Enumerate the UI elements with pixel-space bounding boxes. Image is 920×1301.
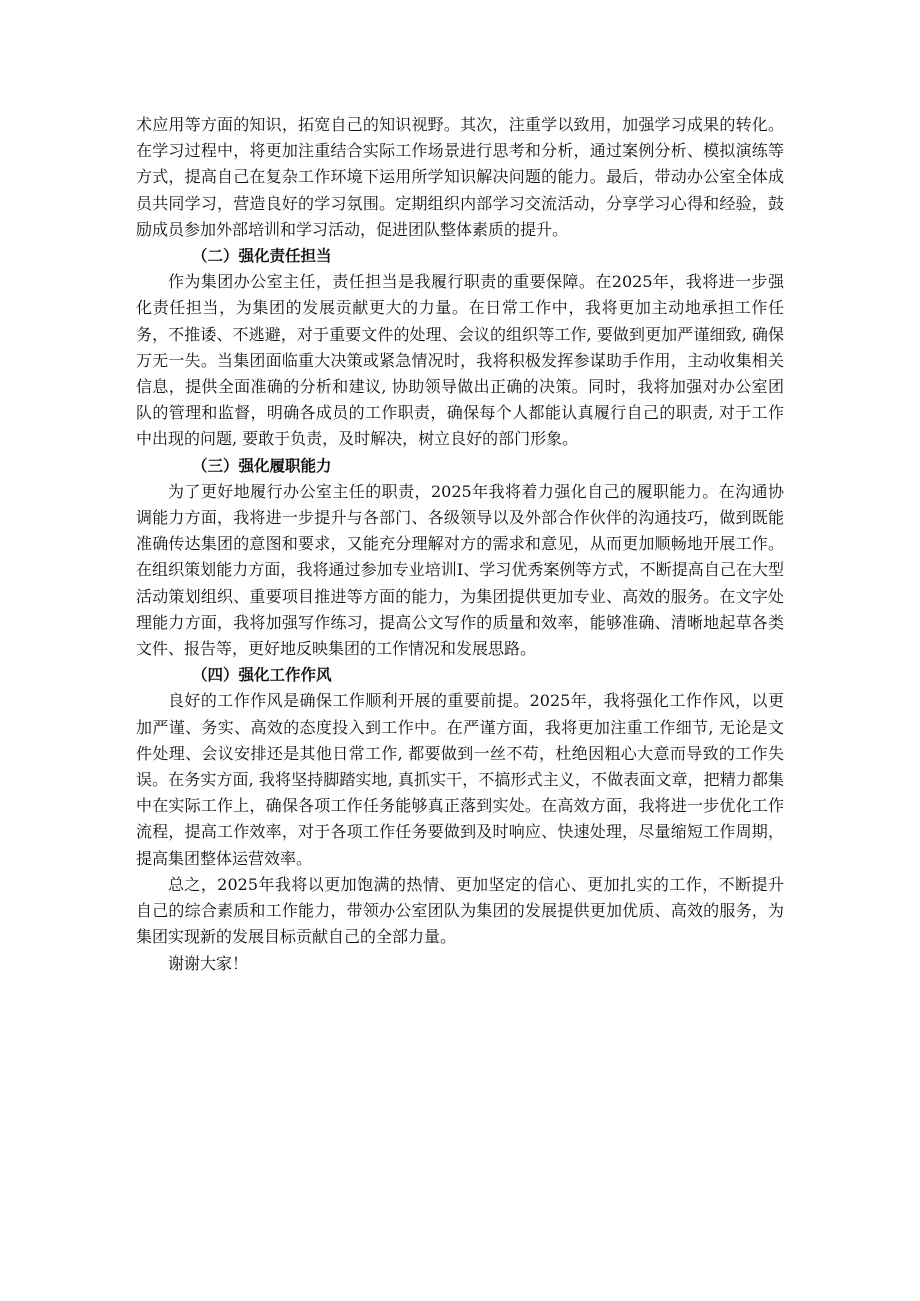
section-heading-work-style: （四）强化工作作风: [192, 666, 332, 685]
paragraph-learning-continued: 术应用等方面的知识，拓宽自己的知识视野。其次，注重学以致用，加强学习成果的转化。在学习过程中，将更加注重结合实际工作场景进行思考和分析，通过案例分析、模拟演练等方式，提高自己在复杂工作环境下运用所学知识解决问题的能力。最后，带动办公室全体成员共同学习，营造良好的学习氛围。定期组织内部学习交流活动，分享学习心得和经验，鼓励成员参加外部培训和学习活动，促进团队整体素质的提升。: [136, 115, 784, 239]
paragraph-responsibility: 作为集团办公室主任，责任担当是我履行职责的重要保障。在2025年，我将进一步强化责任担当，为集团的发展贡献更大的力量。在日常工作中，我将更加主动地承担工作任务，不推诿、不逃避，对于重要文件的处理、会议的组织等工作, 要做到更加严谨细致, 确保万无一失。当集团面临重大决策或紧急情况时，我将积极发挥参谋助手作用，主动收集相关信息，提供全面准确的分析和建议, 协助领导做出正确的决策。同时，我将加强对办公室团队的管理和监督，明确各成员的工作职责，确保每个人都能认真履行自己的职责, 对于工作中出现的问题, 要敢于负责，及时解决，树立良好的部门形象。: [136, 272, 784, 449]
paragraph-capability: 为了更好地履行办公室主任的职责，2025年我将着力强化自己的履职能力。在沟通协调能力方面，我将进一步提升与各部门、各级领导以及外部合作伙伴的沟通技巧，做到既能准确传达集团的意图和要求，又能充分理解对方的需求和意见，从而更加顺畅地开展工作。在组织策划能力方面，我将通过参加专业培训I、学习优秀案例等方式，不断提高自己在大型活动策划组织、重要项目推进等方面的能力，为集团提供更加专业、高效的服务。在文字处理能力方面，我将加强写作练习，提高公文写作的质量和效率，能够准确、清晰地起草各类文件、报告等，更好地反映集团的工作情况和发展思路。: [136, 481, 784, 659]
paragraph-work-style: 良好的工作作风是确保工作顺利开展的重要前提。2025年，我将强化工作作风，以更加严谨、务实、高效的态度投入到工作中。在严谨方面，我将更加注重工作细节, 无论是文件处理、会议安排还是其他日常工作, 都要做到一丝不苟，杜绝因粗心大意而导致的工作失误。在务实方面, 我将坚持脚踏实地, 真抓实干，不搞形式主义，不做表面文章，把精力都集中在实际工作上，确保各项工作任务能够真正落到实处。在高效方面，我将进一步优化工作流程，提高工作效率，对于各项工作任务要做到及时响应、快速处理，尽量缩短工作周期，提高集团整体运营效率。: [136, 691, 784, 868]
paragraph-conclusion: 总之，2025年我将以更加饱满的热情、更加坚定的信心、更加扎实的工作，不断提升自己的综合素质和工作能力，带领办公室团队为集团的发展提供更加优质、高效的服务，为集团实现新的发展目标贡献自己的全部力量。: [136, 874, 784, 947]
paragraph-thanks: 谢谢大家！: [168, 953, 249, 973]
section-heading-responsibility: （二）强化责任担当: [192, 247, 332, 266]
section-heading-capability: （三）强化履职能力: [192, 456, 332, 475]
document-page: [136, 112, 784, 977]
